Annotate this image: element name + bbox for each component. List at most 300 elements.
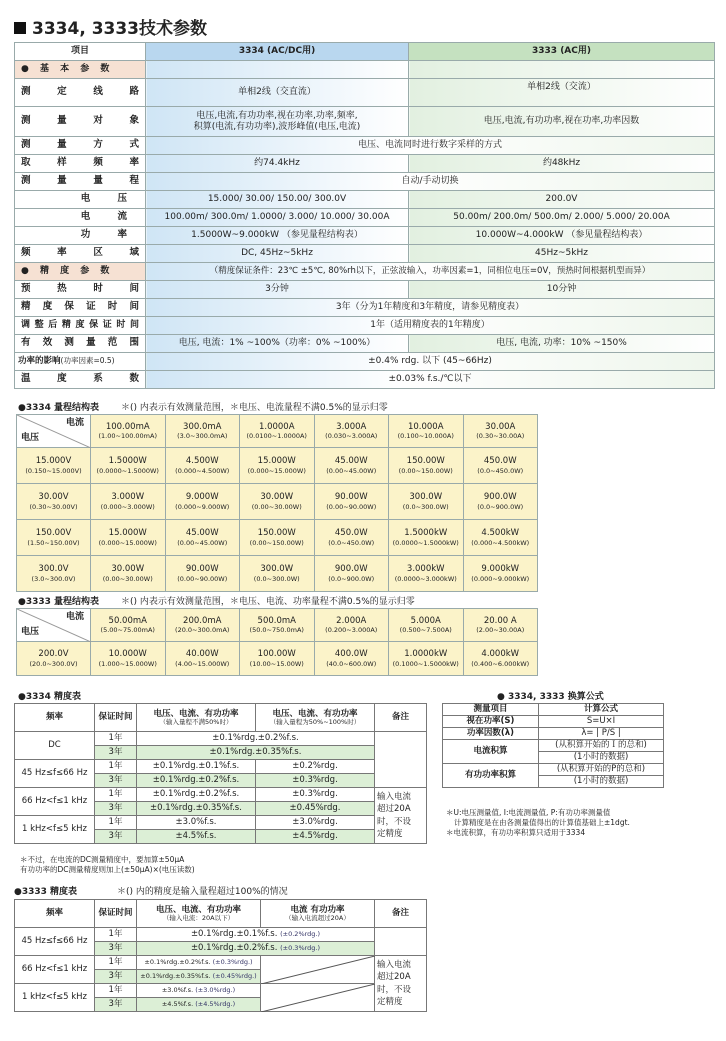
range-value: 500.0mA: [257, 615, 296, 626]
corner-current-label: 电流: [65, 612, 84, 622]
range-cell: [165, 642, 240, 676]
range-row: [17, 484, 538, 520]
range-value: 30.00V: [38, 492, 69, 503]
na-diagonal: [261, 956, 375, 984]
range-value: 200.0V: [38, 649, 69, 660]
spec-value: 约74.4kHz: [146, 155, 409, 173]
range-effective: (0.200~3.000A): [325, 626, 378, 635]
range-effective: (0.1000~1.5000kW): [392, 659, 459, 668]
acc-head-text: 电流 有功功率: [290, 904, 345, 915]
spec-label-freq: 频率区域: [15, 245, 146, 263]
acc-value: [137, 942, 375, 956]
range-value: 450.0W: [334, 528, 368, 539]
range-cell: [389, 520, 464, 556]
range-effective: (0.0000~1.5000W): [96, 466, 159, 475]
range-effective: (1.000~15.000W): [98, 659, 157, 668]
range-3333-title-text: ●3333 量程结构表: [18, 597, 100, 607]
formula-calc: (从积算开始的P的总和): [539, 764, 664, 776]
acc-value: ±0.1%rdg.±0.35%f.s.: [137, 746, 375, 760]
range-value: 5.000A: [410, 615, 441, 626]
spec-label-line: 测定线路: [15, 79, 146, 107]
range-value: 4.000kW: [481, 649, 520, 660]
range-3333-table: [16, 608, 538, 676]
range-cell: [91, 642, 166, 676]
acc-remark-line: 输入电流: [377, 959, 412, 970]
range-value: 3.000W: [111, 492, 145, 503]
range-3334-table: [16, 414, 538, 592]
acc-value: [137, 970, 261, 984]
range-effective: (0.00~90.00W): [177, 574, 228, 583]
range-value: 9.000W: [185, 492, 219, 503]
formula-title: ● 3334, 3333 换算公式: [497, 692, 604, 702]
acc-head-text: 电压、电流、有功功率: [153, 708, 239, 719]
range-value: 4.500kW: [481, 528, 520, 539]
range-effective: (40.0~600.0W): [326, 659, 377, 668]
acc-value: ±4.5%f.s.: [137, 830, 256, 844]
acc-year-1: 1年: [95, 732, 137, 746]
acc-remark: [375, 788, 427, 844]
acc-head-note: 备注: [375, 900, 427, 928]
acc-value: ±3.0%f.s.: [137, 816, 256, 830]
range-cell: [463, 556, 538, 592]
range-value: 450.0W: [483, 456, 517, 467]
range-value: 1.0000A: [258, 421, 295, 432]
range-effective: (10.00~15.00W): [249, 659, 304, 668]
acc-year-3: 3年: [95, 942, 137, 956]
accuracy-3334-title: ●3334 精度表: [18, 692, 82, 702]
page-title: [14, 14, 207, 39]
range-value: 15.000V: [35, 456, 72, 467]
acc-head-col2: [256, 704, 375, 732]
range-effective: (0.000~9.000kW): [471, 574, 530, 583]
acc-value: ±0.3%rdg.: [256, 774, 375, 788]
range-col-head: [463, 415, 538, 448]
range-effective: (1.00~100.00mA): [98, 432, 157, 441]
range-effective: (5.00~75.00mA): [100, 626, 155, 635]
acc-value-over: (±0.2%rdg.): [280, 930, 321, 939]
acc-head-sub: （输入量程不满50%时）: [159, 717, 233, 726]
range-effective: (0.0~300.0W): [253, 574, 300, 583]
range-value: 30.00W: [260, 492, 294, 503]
range-col-head: [389, 415, 464, 448]
acc-freq: 66 Hz<f≤1 kHz: [15, 788, 95, 816]
acc-year-3: 3年: [95, 774, 137, 788]
spec-value: 50.00m/ 200.0m/ 500.0m/ 2.000/ 5.000/ 20.00A: [409, 209, 715, 227]
accuracy-3334-footnote: [20, 855, 195, 875]
acc-value-over: (±4.5%rdg.): [195, 999, 236, 1008]
formula-table: [442, 703, 664, 788]
spec-value: 电压, 电流：1% ~100%（功率：0% ~100%）: [146, 335, 409, 353]
acc-value-over: (±0.45%rdg.): [212, 971, 257, 980]
range-value: 90.00W: [185, 564, 219, 575]
acc-value-over: (±0.3%rdg.): [212, 957, 253, 966]
formula-head-calc: 计算公式: [539, 704, 664, 716]
range-col-head: [463, 609, 538, 642]
spec-value: 3分钟: [146, 281, 409, 299]
range-cell: [389, 642, 464, 676]
acc-value-main: ±0.1%rdg.±0.1%f.s.: [190, 929, 278, 940]
range-col-head: [165, 415, 240, 448]
range-cell: [389, 556, 464, 592]
range-effective: (20.0~300.0V): [29, 659, 78, 668]
range-value: 300.0W: [260, 564, 294, 575]
spec-value: 100.00m/ 300.0m/ 1.0000/ 3.000/ 10.000/ 30.00A: [146, 209, 409, 227]
acc-remark-line: 定精度: [377, 996, 403, 1007]
range-effective: (0.00~30.00W): [102, 574, 153, 583]
range-cell: [165, 484, 240, 520]
range-effective: (0.030~3.000A): [325, 432, 378, 441]
spec-value: 约48kHz: [409, 155, 715, 173]
acc-year-3: 3年: [95, 802, 137, 816]
acc-year-1: 1年: [95, 928, 137, 942]
range-value: 90.00W: [334, 492, 368, 503]
acc-value: ±0.1%rdg.±0.2%f.s.: [137, 788, 256, 802]
spec-value: 15.000/ 30.00/ 150.00/ 300.0V: [146, 191, 409, 209]
acc-value: [137, 928, 375, 942]
acc-remark-line: 超过20A: [377, 804, 411, 815]
range-cell: [314, 520, 389, 556]
range-effective: (0.500~7.500A): [399, 626, 452, 635]
formula-item: 功率因数(λ): [443, 728, 539, 740]
acc-head-col1: [137, 900, 261, 928]
title-square-icon: [14, 22, 26, 34]
range-row: [17, 448, 538, 484]
spec-value: 电压, 电流, 功率：10% ~150%: [409, 335, 715, 353]
range-effective: (0.000~3.000W): [100, 502, 155, 511]
range-cell: [463, 520, 538, 556]
spec-label-pf: [15, 353, 146, 371]
spec-table: [14, 42, 715, 389]
spec-label-effective: 有效测量范围: [15, 335, 146, 353]
acc-year-1: 1年: [95, 788, 137, 802]
spec-header-3334: 3334 (AC/DC用): [146, 43, 409, 61]
range-value: 1.5000W: [108, 456, 147, 467]
range-row: [17, 642, 538, 676]
acc-note-blank: [375, 732, 427, 788]
range-value: 4.500W: [185, 456, 219, 467]
range-row: [17, 520, 538, 556]
spec-label-method: 测量方式: [15, 137, 146, 155]
acc-value: ±0.1%rdg.±0.35%f.s.: [137, 802, 256, 816]
acc-value-main: ±0.1%rdg.±0.35%f.s.: [140, 971, 211, 980]
range-3333-note: ＊() 内表示有效测量范围，＊电压、电流、功率量程不满0.5%的显示归零: [121, 597, 415, 607]
range-3334-title-text: ●3334 量程结构表: [18, 403, 100, 413]
accuracy-3333-title-text: ●3333 精度表: [14, 887, 78, 897]
na-diagonal: [261, 984, 375, 1012]
corner-voltage-label: 电压: [21, 432, 40, 443]
range-cell: [240, 448, 315, 484]
range-cell: [463, 484, 538, 520]
range-value: 10.000W: [108, 649, 147, 660]
range-3333-title: [18, 594, 415, 607]
acc-value: ±0.3%rdg.: [256, 788, 375, 802]
formula-calc: λ= | P/S |: [539, 728, 664, 740]
acc-head-note: 备注: [375, 704, 427, 732]
range-cell: [91, 556, 166, 592]
spec-value: 单相2线（交直流）: [146, 79, 409, 107]
range-cell: [91, 520, 166, 556]
range-effective: (3.0~300.0mA): [177, 432, 228, 441]
range-value: 900.0W: [334, 564, 368, 575]
acc-remark-line: 输入电流: [377, 791, 412, 802]
formula-head-item: 测量项目: [443, 704, 539, 716]
range-effective: (0.0~300.0W): [402, 502, 449, 511]
range-corner: [17, 415, 91, 448]
acc-year-3: 3年: [95, 830, 137, 844]
spec-value: 1年（适用精度表的1年精度）: [146, 317, 715, 335]
formula-calc: (从积算开始的Ｉ的总和): [539, 740, 664, 752]
acc-head-sub: （输入电流：20A以下）: [162, 913, 235, 922]
acc-value: ±0.45%rdg.: [256, 802, 375, 816]
range-effective: (4.00~15.000W): [175, 659, 230, 668]
range-effective: (0.000~15.000W): [98, 538, 157, 547]
range-cell: [314, 484, 389, 520]
range-cell: [314, 642, 389, 676]
acc-value: ±0.1%rdg.±0.2%f.s.: [137, 732, 375, 746]
acc-freq: DC: [15, 732, 95, 760]
range-col-head: [240, 609, 315, 642]
spec-label-sample: 取样频率: [15, 155, 146, 173]
range-effective: (0.000~9.000W): [175, 502, 230, 511]
acc-value: ±0.1%rdg.±0.1%f.s.: [137, 760, 256, 774]
spec-label-voltage: 电 压: [15, 191, 146, 209]
acc-head-sub: （输入电流超过20A）: [285, 913, 350, 922]
formula-note-line: 计算精度是在由各测量值得出的计算值基础上±1dgt.: [454, 818, 630, 828]
range-value: 300.0mA: [183, 421, 222, 432]
range-value: 3.000A: [336, 421, 367, 432]
spec-value: [146, 107, 409, 137]
range-col-head: [91, 415, 166, 448]
range-value: 40.00W: [185, 649, 219, 660]
acc-freq: 45 Hz≤f≤66 Hz: [15, 760, 95, 788]
range-value: 1.0000kW: [404, 649, 448, 660]
range-value: 2.000A: [336, 615, 367, 626]
range-effective: (0.0100~1.0000A): [246, 432, 307, 441]
spec-value: ±0.03% f.s./℃以下: [146, 371, 715, 389]
range-effective: (20.0~300.0mA): [175, 626, 230, 635]
formula-notes: [446, 808, 722, 838]
spec-value: 1.5000W~9.000kW （参见量程结构表）: [146, 227, 409, 245]
range-effective: (0.400~6.000kW): [471, 659, 530, 668]
range-value: 30.00A: [485, 421, 516, 432]
range-effective: (50.0~750.0mA): [249, 626, 304, 635]
acc-head-col1: [137, 704, 256, 732]
range-value: 45.00W: [185, 528, 219, 539]
spec-section-basic: ● 基 本 参 数: [15, 61, 146, 79]
range-corner: [17, 609, 91, 642]
range-value: 1.5000kW: [404, 528, 448, 539]
spec-value: 电压、电流同时进行数字采样的方式: [146, 137, 715, 155]
range-effective: (0.000~4.500kW): [471, 538, 530, 547]
acc-year-3: 3年: [95, 998, 137, 1012]
range-effective: (0.000~15.000W): [247, 466, 306, 475]
range-effective: (0.30~30.00A): [476, 432, 525, 441]
range-value: 50.00mA: [108, 615, 147, 626]
acc-value: [137, 998, 261, 1012]
acc-value: [137, 984, 261, 998]
acc-value-main: ±0.1%rdg.±0.2%f.s.: [190, 943, 278, 954]
range-row-head: [17, 642, 91, 676]
range-effective: (3.0~300.0V): [31, 574, 76, 583]
acc-freq: 1 kHz<f≤5 kHz: [15, 984, 95, 1012]
acc-year-3: 3年: [95, 970, 137, 984]
range-cell: [240, 556, 315, 592]
range-value: 100.00W: [257, 649, 296, 660]
formula-note-line: ＊U:电压测量值, I:电流测量值, P:有功功率测量值: [446, 808, 611, 817]
spec-value: ±0.4% rdg. 以下 (45~66Hz): [146, 353, 715, 371]
range-effective: (0.00~30.00W): [251, 502, 302, 511]
spec-value: 自动/手动切换: [146, 173, 715, 191]
range-effective: (0.0000~3.000kW): [394, 574, 457, 583]
range-cell: [389, 484, 464, 520]
range-value: 3.000kW: [406, 564, 445, 575]
formula-note-line: ＊电流积算，有功功率积算只适用于3334: [446, 828, 586, 838]
range-cell: [240, 520, 315, 556]
accuracy-3333-note: ＊() 内的精度是输入量程超过100%的情况: [117, 887, 288, 897]
formula-item: 有功功率积算: [443, 764, 539, 788]
range-value: 9.000kW: [481, 564, 520, 575]
spec-section-accuracy: ● 精 度 参 数: [15, 263, 146, 281]
spec-value-line: 积算(电流,有功功率),波形峰值(电压,电流): [193, 121, 361, 132]
spec-header-item: 项目: [15, 43, 146, 61]
corner-voltage-label: 电压: [21, 626, 40, 637]
range-value: 10.000A: [407, 421, 444, 432]
range-effective: (0.000~4.500W): [175, 466, 230, 475]
acc-head-freq: 频率: [15, 900, 95, 928]
range-effective: (0.00~150.00W): [398, 466, 453, 475]
spec-label-warmup: 预热时间: [15, 281, 146, 299]
accuracy-3333-title: [14, 884, 288, 897]
formula-item: 电流积算: [443, 740, 539, 764]
range-value: 300.0V: [38, 564, 69, 575]
acc-value: ±0.1%rdg.±0.2%f.s.: [137, 774, 256, 788]
spec-label-power: 功 率: [15, 227, 146, 245]
spec-value: 45Hz~5kHz: [409, 245, 715, 263]
acc-value: ±4.5%rdg.: [256, 830, 375, 844]
accuracy-3334-table: [14, 703, 427, 844]
range-effective: (0.0~450.0W): [477, 466, 524, 475]
acc-value-main: ±0.1%rdg.±0.2%f.s.: [144, 957, 211, 966]
spec-label-range: 测量量程: [15, 173, 146, 191]
acc-freq: 66 Hz<f≤1 kHz: [15, 956, 95, 984]
acc-value-main: ±3.0%f.s.: [161, 985, 194, 994]
acc-note-blank: [375, 928, 427, 956]
range-row-head: [17, 484, 91, 520]
acc-remark-line: 时，不设: [377, 816, 412, 827]
acc-freq: 45 Hz≤f≤66 Hz: [15, 928, 95, 956]
spec-label-object: 测量对象: [15, 107, 146, 137]
range-cell: [389, 448, 464, 484]
range-row-head: [17, 556, 91, 592]
spec-cell: [409, 61, 715, 79]
formula-calc: (1小时的数据): [539, 776, 664, 788]
range-value: 300.0W: [409, 492, 443, 503]
range-value: 400.0W: [334, 649, 368, 660]
range-cell: [463, 448, 538, 484]
range-value: 45.00W: [334, 456, 368, 467]
spec-label-pf-sub: (功率因素=0.5): [60, 355, 115, 365]
range-cell: [165, 556, 240, 592]
acc-year-1: 1年: [95, 956, 137, 970]
spec-value: 3年（分为1年精度和3年精度，请参见精度表）: [146, 299, 715, 317]
range-value: 200.0mA: [183, 615, 222, 626]
range-cell: [165, 448, 240, 484]
range-effective: (2.00~30.00A): [476, 626, 525, 635]
range-row-head: [17, 448, 91, 484]
formula-calc: (1小时的数据): [539, 752, 664, 764]
range-effective: (0.0~900.0W): [477, 502, 524, 511]
range-cell: [240, 642, 315, 676]
acc-year-1: 1年: [95, 816, 137, 830]
range-row: [17, 556, 538, 592]
acc-remark-line: 时，不设: [377, 984, 412, 995]
acc-head-freq: 频率: [15, 704, 95, 732]
acc-head-sub: （输入量程为50%~100%时）: [269, 717, 361, 726]
range-cell: [240, 484, 315, 520]
acc-head-col2: [261, 900, 375, 928]
acc-na-cell: [261, 984, 375, 1012]
range-effective: (0.00~90.00W): [326, 502, 377, 511]
range-col-head: [314, 609, 389, 642]
acc-head-text: 电压、电流、有功功率: [155, 904, 241, 915]
range-value: 150.00W: [406, 456, 445, 467]
acc-remark-line: 定精度: [377, 828, 403, 839]
range-cell: [165, 520, 240, 556]
spec-value-line: 电压,电流,有功功率,视在功率,功率,频率,: [196, 111, 358, 122]
range-effective: (0.0~450.0W): [328, 538, 375, 547]
spec-value: DC, 45Hz~5kHz: [146, 245, 409, 263]
range-effective: (0.00~45.00W): [326, 466, 377, 475]
acc-value-main: ±4.5%f.s.: [161, 999, 194, 1008]
acc-head-time: 保证时间: [95, 900, 137, 928]
range-effective: (0.00~45.00W): [177, 538, 228, 547]
spec-value: 电压,电流,有功功率,视在功率,功率因数: [409, 107, 715, 137]
spec-cell: [146, 61, 409, 79]
acc-remark: [375, 956, 427, 1012]
spec-header-3333: 3333 (AC用): [409, 43, 715, 61]
spec-label-temp: 温度系数: [15, 371, 146, 389]
spec-value: 10分钟: [409, 281, 715, 299]
range-effective: (1.50~150.00V): [27, 538, 80, 547]
range-effective: (0.0~900.0W): [328, 574, 375, 583]
acc-value: [137, 956, 261, 970]
range-cell: [314, 448, 389, 484]
range-col-head: [165, 609, 240, 642]
spec-label-current: 电 流: [15, 209, 146, 227]
range-effective: (0.100~10.000A): [397, 432, 454, 441]
range-row-head: [17, 520, 91, 556]
page-title-text: 3334, 3333技术参数: [32, 19, 208, 39]
range-3334-note: ＊() 内表示有效测量范围，＊电压、电流量程不满0.5%的显示归零: [121, 403, 388, 413]
acc-value-over: (±3.0%rdg.): [195, 985, 236, 994]
range-value: 20.00 A: [483, 615, 517, 626]
range-3334-title: [18, 400, 388, 413]
acc-year-1: 1年: [95, 760, 137, 774]
range-col-head: [91, 609, 166, 642]
corner-current-label: 电流: [65, 418, 84, 428]
range-cell: [463, 642, 538, 676]
spec-label-adjusted: 调整后精度保证时间: [15, 317, 146, 335]
range-col-head: [389, 609, 464, 642]
range-cell: [91, 448, 166, 484]
range-col-head: [240, 415, 315, 448]
acc-remark-line: 超过20A: [377, 972, 411, 983]
range-value: 15.000W: [257, 456, 296, 467]
range-cell: [314, 556, 389, 592]
acc-year-3: 3年: [95, 746, 137, 760]
range-cell: [91, 484, 166, 520]
spec-value: 200.0V: [409, 191, 715, 209]
